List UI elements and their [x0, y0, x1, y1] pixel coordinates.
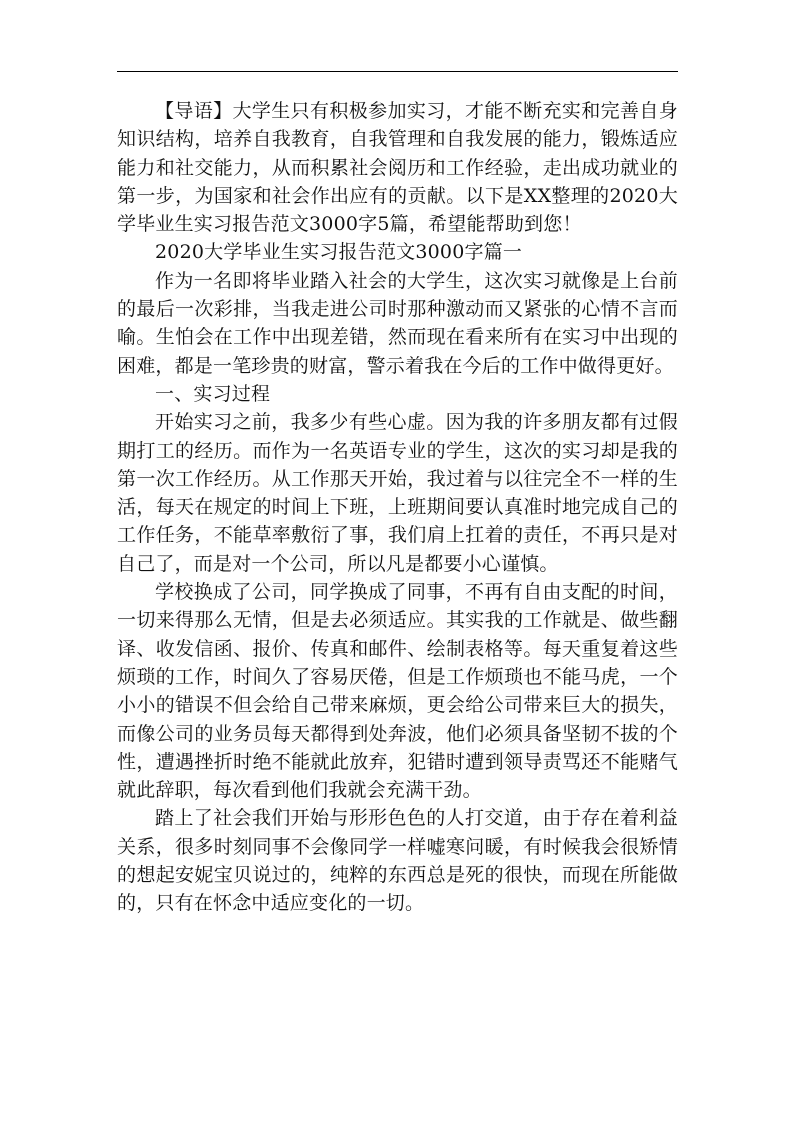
section-heading-1: 一、实习过程 — [155, 382, 271, 405]
body-paragraph-1: 作为一名即将毕业踏入社会的大学生，这次实习就像是上台前的最后一次彩排，当我走进公司时那种激动而又紧张的心情不言而喻。生怕会在工作中出现差错，然而现在看来所有在实习中出现的困难，都是一笔珍贵的财富，警示着我在今后的工作中做得更好。 — [117, 269, 678, 377]
body-paragraph-3: 学校换成了公司，同学换成了同事，不再有自由支配的时间，一切来得那么无情，但是去必须适应。其实我的工作就是、做些翻译、收发信函、报价、传真和邮件、绘制表格等。每天重复着这些烦琐的工作，时间久了容易厌倦，但是工作烦琐也不能马虎，一个小小的错误不但会给自己带来麻烦，更会给公司带来巨大的损失，而像公司的业务员每天都得到处奔波，他们必须具备坚韧不拔的个性，遭遇挫折时绝不能就此放弃，犯错时遭到领导责骂还不能赌气就此辞职，每次看到他们我就会充满干劲。 — [117, 581, 678, 802]
document-body — [117, 97, 678, 918]
body-paragraph-4: 踏上了社会我们开始与形形色色的人打交道，由于存在着利益关系，很多时刻同事不会像同学一样嘘寒问暖，有时候我会很矫情的想起安妮宝贝说过的，纯粹的东西总是死的很快，而现在所能做的，只有在怀念中适应变化的一切。 — [117, 807, 678, 915]
header-rule — [117, 71, 678, 72]
intro-paragraph: 【导语】大学生只有积极参加实习，才能不断充实和完善自身知识结构，培养自我教育，自我管理和自我发展的能力，锻炼适应能力和社交能力，从而积累社会阅历和工作经验，走出成功就业的第一步，为国家和社会作出应有的贡献。以下是XX整理的2020大学毕业生实习报告范文3000字5篇，希望能帮助到您！ — [117, 100, 678, 236]
article-title: 2020大学毕业生实习报告范文3000字篇一 — [155, 241, 523, 264]
body-paragraph-2: 开始实习之前，我多少有些心虚。因为我的许多朋友都有过假期打工的经历。而作为一名英语专业的学生，这次的实习却是我的第一次工作经历。从工作那天开始，我过着与以往完全不一样的生活，每天在规定的时间上下班，上班期间要认真准时地完成自己的工作任务，不能草率敷衍了事，我们肩上扛着的责任，不再只是对自己了，而是对一个公司，所以凡是都要小心谨慎。 — [117, 411, 678, 575]
